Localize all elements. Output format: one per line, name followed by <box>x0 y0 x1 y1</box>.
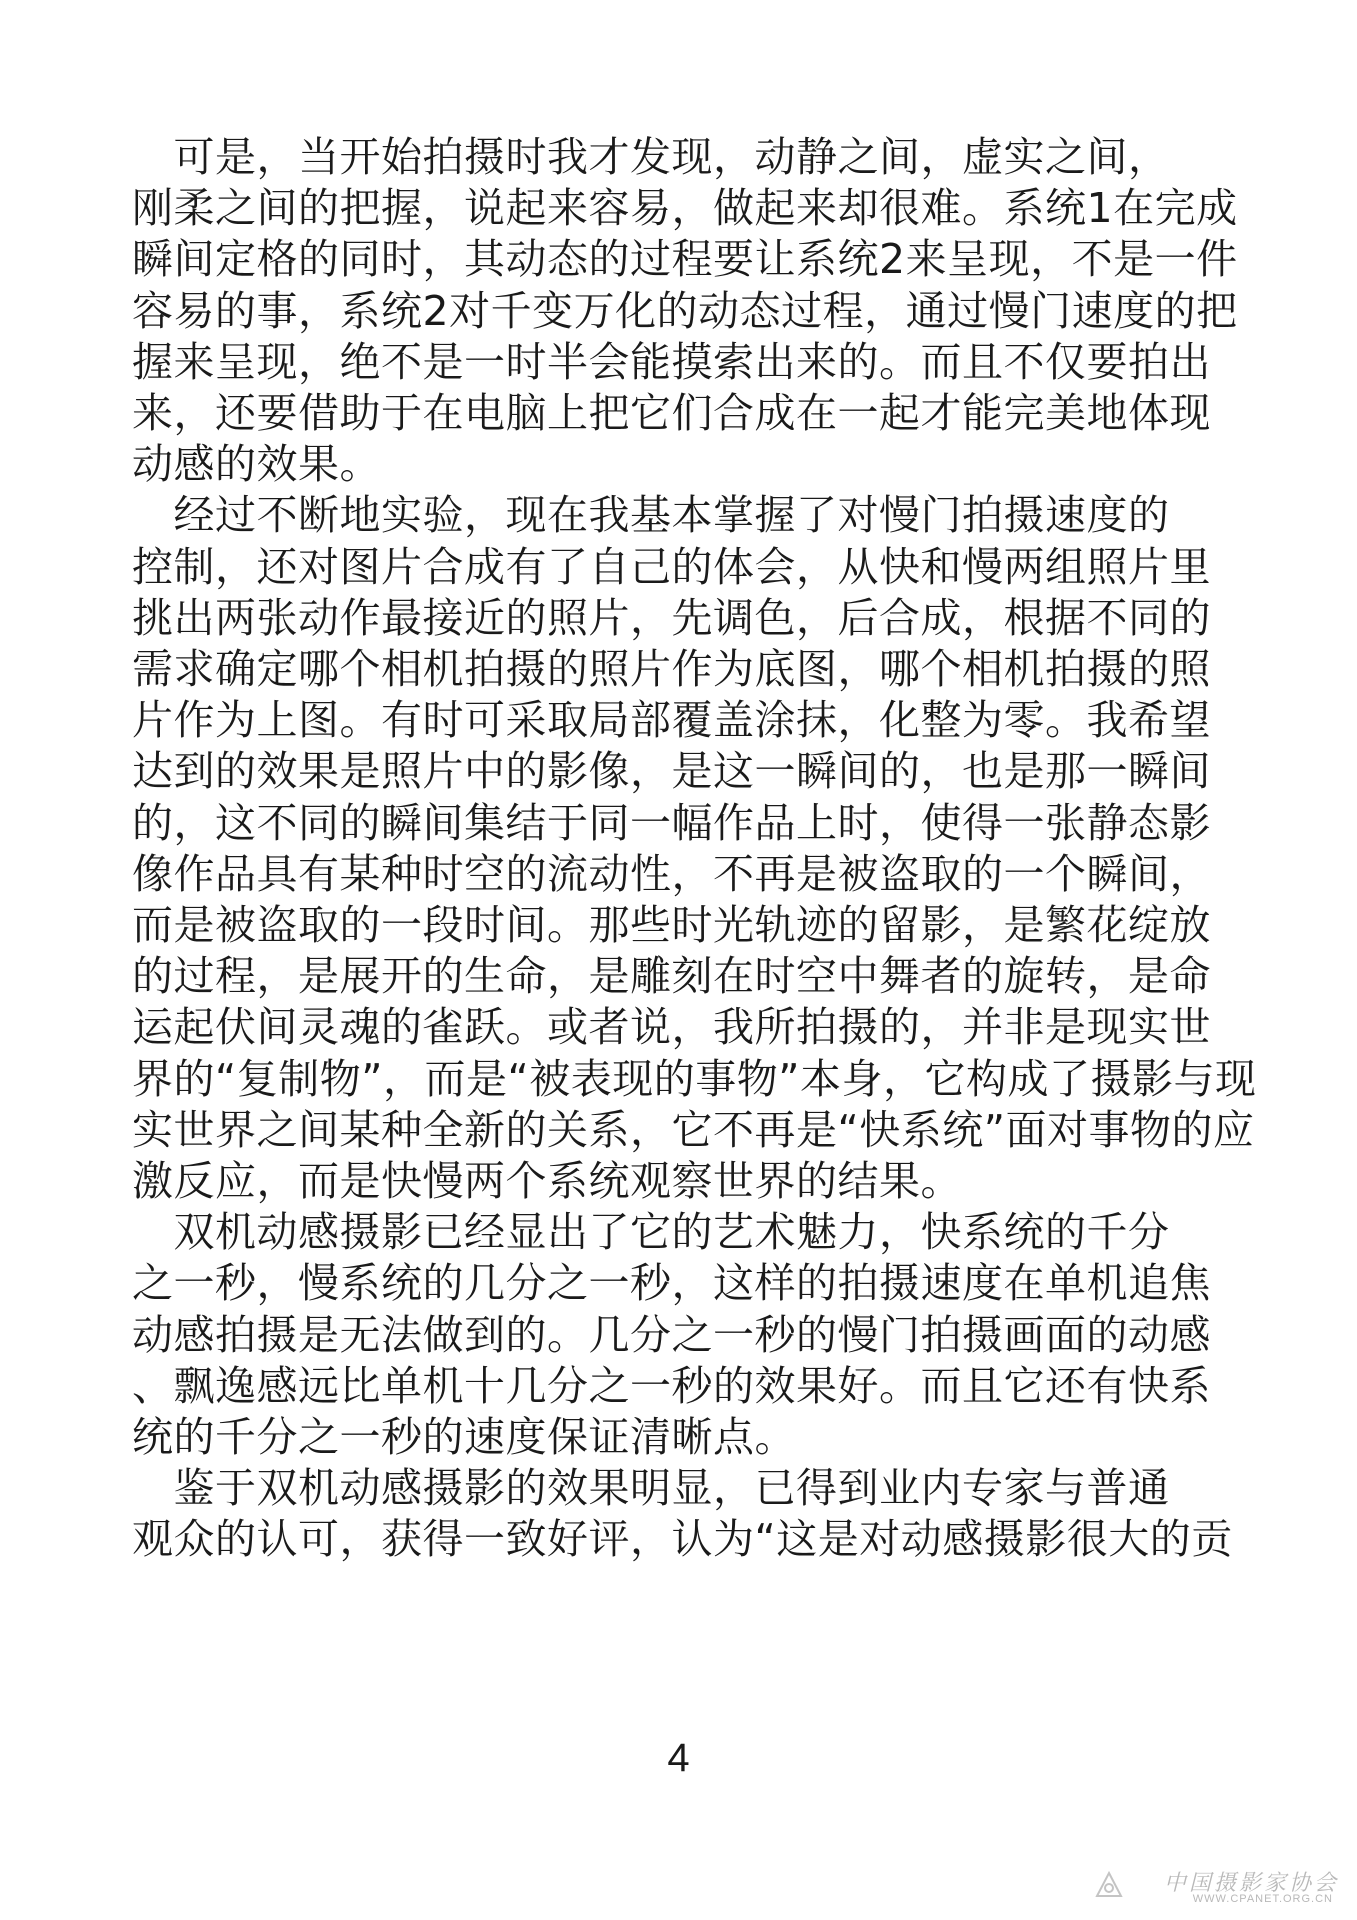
text-line: 界的“复制物”，而是“被表现的事物”本身，它构成了摄影与现 <box>132 1054 1257 1103</box>
text-line: 双机动感摄影已经显出了它的艺术魅力，快系统的千分 <box>132 1208 1170 1257</box>
text-line: 激反应，而是快慢两个系统观察世界的结果。 <box>132 1157 962 1205</box>
text-line: 刚柔之间的把握，说起来容易，做起来却很难。系统1在完成 <box>132 184 1238 233</box>
text-line: 来，还要借助于在电脑上把它们合成在一起才能完美地体现 <box>132 389 1211 437</box>
text-line: 的过程，是展开的生命，是雕刻在时空中舞者的旋转，是命 <box>132 952 1211 1001</box>
text-line: 瞬间定格的同时，其动态的过程要让系统2来呈现，不是一件 <box>132 235 1238 284</box>
text-line: 之一秒，慢系统的几分之一秒，这样的拍摄速度在单机追焦 <box>132 1259 1211 1308</box>
watermark <box>1094 1866 1339 1910</box>
watermark-logo-icon <box>1094 1870 1124 1900</box>
watermark-name: 中国摄影家协会 <box>1163 1871 1339 1896</box>
watermark-url: WWW.CPANET.ORG.CN <box>1192 1893 1333 1905</box>
text-line: 、飘逸感远比单机十几分之一秒的效果好。而且它还有快系 <box>132 1361 1211 1410</box>
text-line: 像作品具有某种时空的流动性，不再是被盗取的一个瞬间， <box>132 849 1211 898</box>
text-line: 需求确定哪个相机拍摄的照片作为底图，哪个相机拍摄的照 <box>132 645 1211 693</box>
text-line: 观众的认可，获得一致好评，认为“这是对动感摄影很大的贡 <box>132 1515 1233 1564</box>
page-number: 4 <box>667 1736 690 1780</box>
text-line: 实世界之间某种全新的关系，它不再是“快系统”面对事物的应 <box>132 1105 1255 1154</box>
text-line: 握来呈现，绝不是一时半会能摸索出来的。而且不仅要拍出 <box>132 337 1211 386</box>
text-line: 达到的效果是照片中的影像，是这一瞬间的，也是那一瞬间 <box>132 747 1211 796</box>
text-line: 经过不断地实验，现在我基本掌握了对慢门拍摄速度的 <box>132 491 1170 540</box>
text-line: 动感拍摄是无法做到的。几分之一秒的慢门拍摄画面的动感 <box>132 1310 1211 1359</box>
text-line: 的，这不同的瞬间集结于同一幅作品上时，使得一张静态影 <box>132 798 1211 847</box>
text-line: 可是，当开始拍摄时我才发现，动静之间，虚实之间， <box>132 133 1170 181</box>
text-line: 而是被盗取的一段时间。那些时光轨迹的留影，是繁花绽放 <box>132 901 1211 949</box>
text-line: 鉴于双机动感摄影的效果明显，已得到业内专家与普通 <box>132 1464 1170 1513</box>
text-line: 片作为上图。有时可采取局部覆盖涂抹，化整为零。我希望 <box>132 696 1211 745</box>
text-line: 运起伏间灵魂的雀跃。或者说，我所拍摄的，并非是现实世 <box>132 1003 1211 1052</box>
text-line: 挑出两张动作最接近的照片，先调色，后合成，根据不同的 <box>132 593 1211 642</box>
text-line: 容易的事，系统2对千变万化的动态过程，通过慢门速度的把 <box>132 286 1238 335</box>
text-line: 统的千分之一秒的速度保证清晰点。 <box>132 1413 796 1461</box>
text-line: 动感的效果。 <box>132 440 381 489</box>
text-line: 控制，还对图片合成有了自己的体会，从快和慢两组照片里 <box>132 542 1211 591</box>
